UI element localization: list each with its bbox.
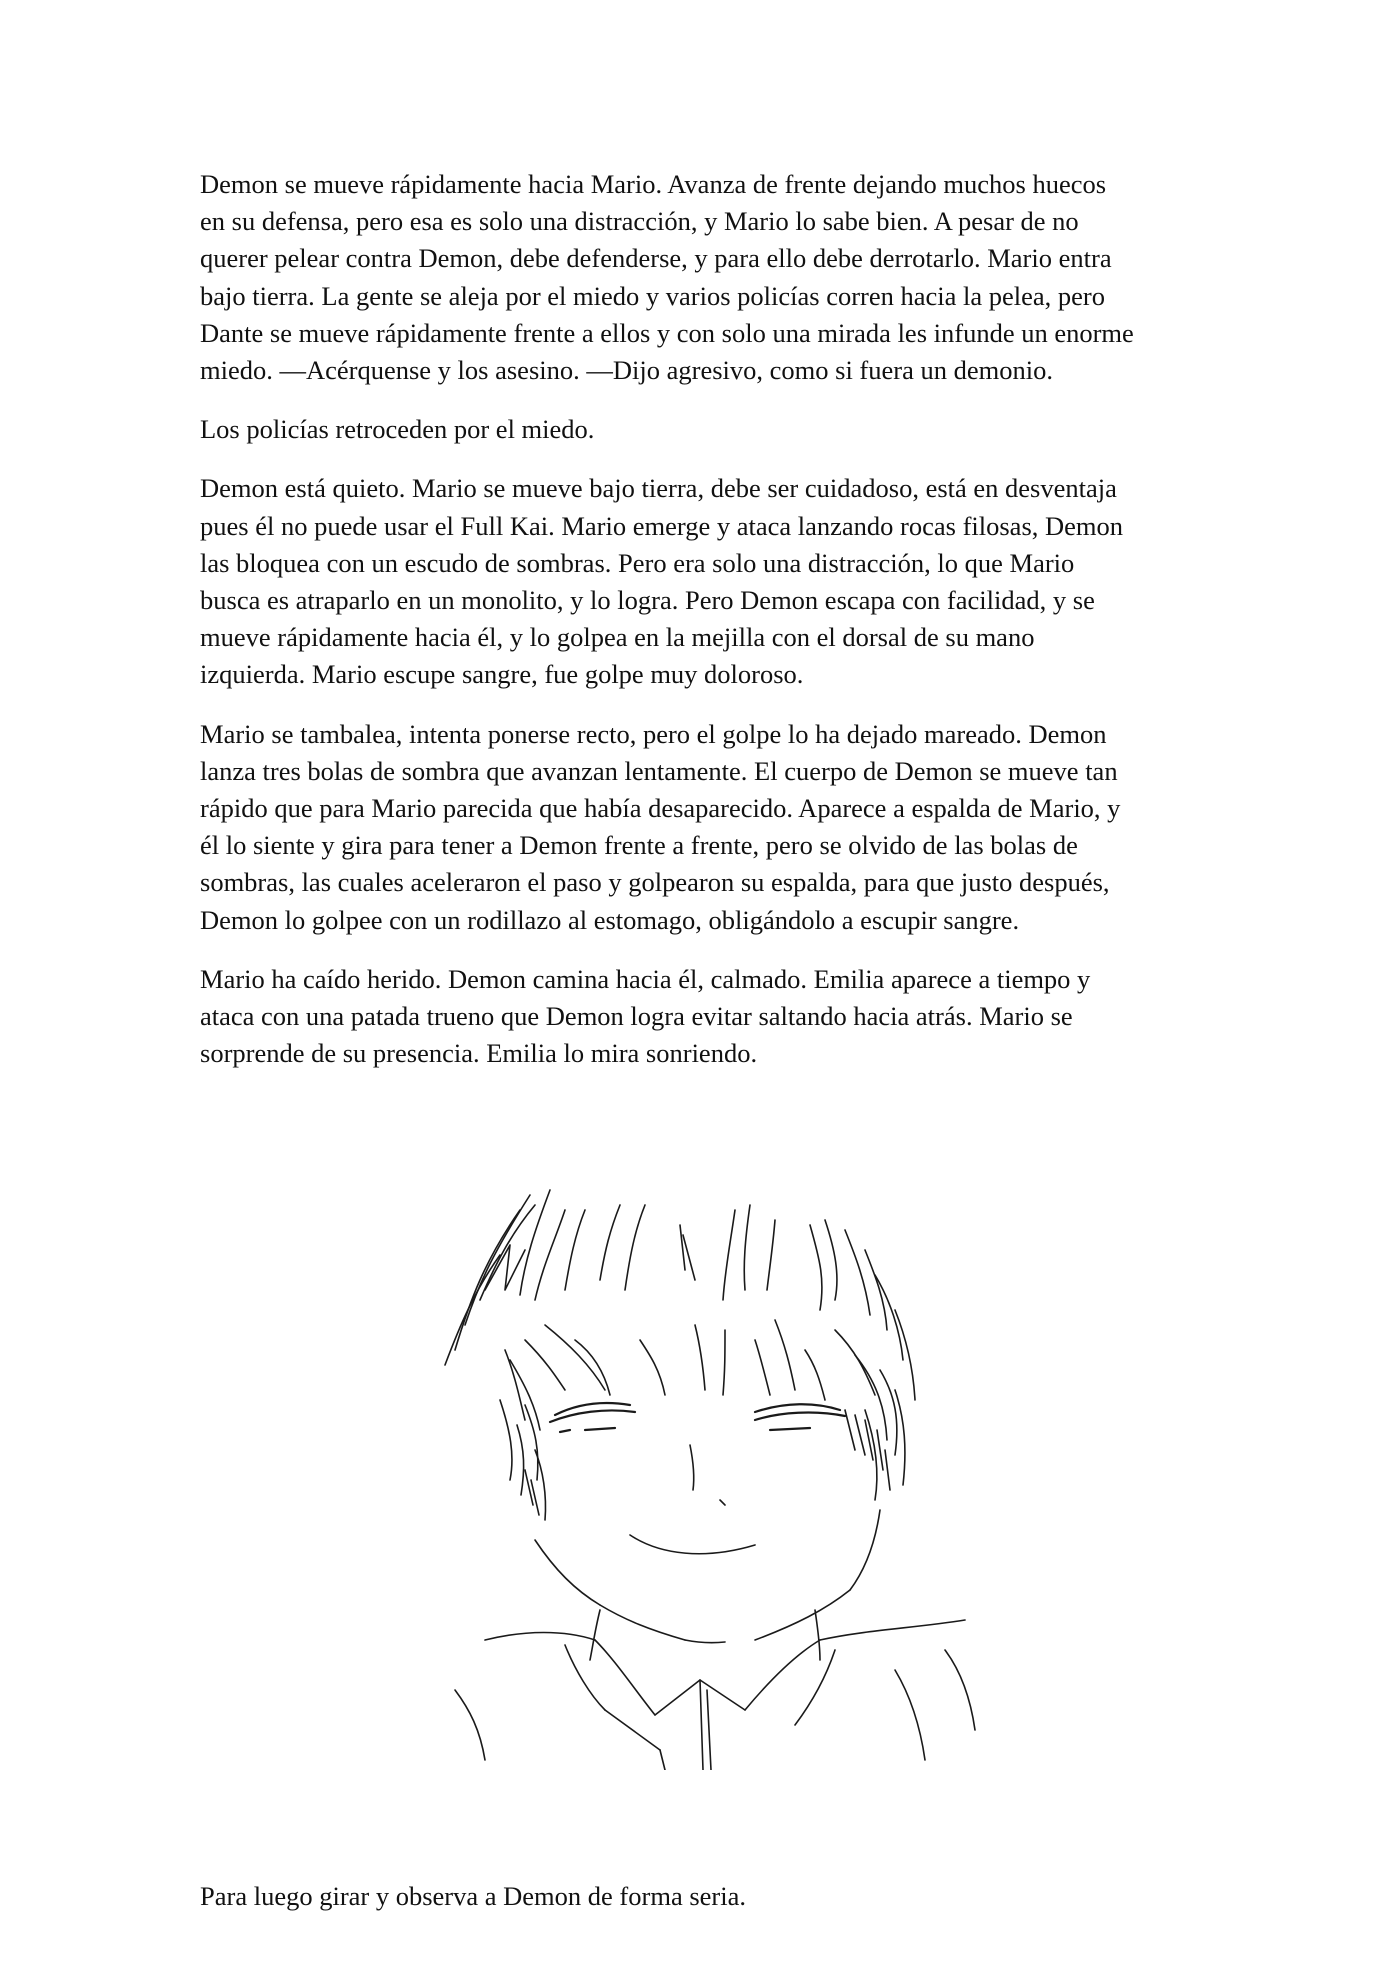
story-text — [200, 166, 1210, 1094]
closed-eyes — [550, 1403, 845, 1432]
paragraph-1: Demon se mueve rápidamente hacia Mario. Avanza de frente dejando muchos huecos en su defensa, pero esa es solo una distracción, y Mario lo sabe bien. A pesar de no querer pelear contra Demon, debe defenderse, y para ello debe derrotarlo. Mario entra bajo tierra. La gente se aleja por el miedo y varios policías corren hacia la pelea, pero Dante se mueve rápidamente frente a ellos y con solo una mirada les infunde un enorme miedo. —Acérquense y los asesino. —Dijo agresivo, como si fuera un demonio. — [200, 169, 1134, 386]
paragraph-5: Mario ha caído herido. Demon camina hacia él, calmado. Emilia aparece a tiempo y ataca con una patada trueno que Demon logra evitar saltando hacia atrás. Mario se sorprende de su presencia. Emilia lo mira sonriendo. — [200, 963, 1091, 1069]
face-lines — [535, 1445, 880, 1660]
paragraph-4: Mario se tambalea, intenta ponerse recto, pero el golpe lo ha dejado mareado. Demon lanza tres bolas de sombra que avanzan lentamente. El cuerpo de Demon se mueve tan rápido que para Mario parecida que había desaparecido. Aparece a espalda de Mario, y él lo siente y gira para tener a Demon frente a frente, pero se olvido de las bolas de sombras, las cuales aceleraron el paso y golpearon su espalda, para que justo después, Demon lo golpee con un rodillazo al estomago, obligándolo a escupir sangre. — [200, 718, 1121, 935]
hair-strokes — [445, 1190, 915, 1520]
paragraph-2: Los policías retroceden por el miedo. — [200, 414, 595, 445]
character-sketch — [425, 1150, 1005, 1770]
paragraph-3: Demon está quieto. Mario se mueve bajo tierra, debe ser cuidadoso, está en desventaja pues él no puede usar el Full Kai. Mario emerge y ataca lanzando rocas filosas, Demon las bloquea con un escudo de sombras. Pero era solo una distracción, lo que Mario busca es atraparlo en un monolito, y lo logra. Pero Demon escapa con facilidad, y se mueve rápidamente hacia él, y lo golpea en la mejilla con el dorsal de su mano izquierda. Mario escupe sangre, fue golpe muy doloroso. — [200, 473, 1124, 690]
sketch-svg — [425, 1150, 1005, 1770]
closing-line: Para luego girar y observa a Demon de forma seria. — [200, 1881, 746, 1911]
